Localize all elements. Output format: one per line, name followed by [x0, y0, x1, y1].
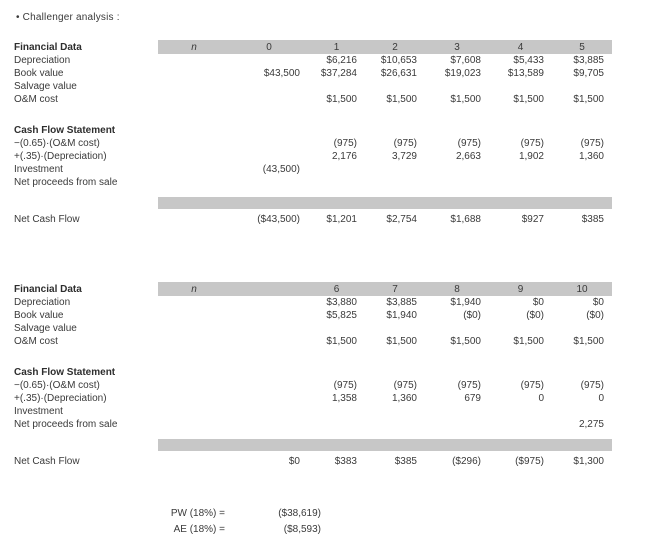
value-cell: 1,360: [391, 393, 417, 404]
row-label: Investment: [14, 406, 63, 417]
value-cell: $1,500: [450, 336, 481, 347]
value-cell: $1,500: [573, 336, 604, 347]
value-cell: ($43,500): [257, 214, 300, 225]
value-cell: $1,500: [386, 336, 417, 347]
value-cell: 1,360: [578, 151, 604, 162]
value-cell: $37,284: [320, 68, 357, 79]
column-header-period: 2: [365, 40, 425, 54]
separator-bar: [14, 197, 612, 209]
table-row: [14, 176, 612, 189]
cell-n: [158, 54, 230, 67]
row-label: Depreciation: [14, 297, 71, 308]
value-cell: [489, 176, 552, 189]
value-cell: $1,500: [513, 94, 544, 105]
value-cell: (975): [457, 380, 481, 391]
value-cell: (975): [520, 380, 544, 391]
column-header-n: n: [158, 282, 230, 296]
table-row: [14, 322, 612, 335]
value-cell: [308, 322, 365, 335]
value-cell: ($0): [526, 310, 544, 321]
value-cell: $1,201: [326, 214, 357, 225]
sheet-title: • Challenger analysis :: [16, 12, 120, 23]
table-row: [14, 379, 612, 392]
table-row: [14, 296, 612, 309]
value-cell: [230, 335, 308, 348]
cell-n: [158, 379, 230, 392]
value-cell: $385: [581, 214, 604, 225]
spacer: [14, 348, 612, 366]
value-cell: (975): [333, 380, 357, 391]
value-cell: [230, 93, 308, 106]
separator-bar: [14, 439, 612, 451]
value-cell: [230, 80, 308, 93]
value-cell: $5,433: [513, 55, 544, 66]
value-cell: (975): [393, 138, 417, 149]
value-cell: [365, 163, 425, 176]
pw-label: PW (18%) =: [170, 508, 225, 519]
column-header-period: 5: [552, 40, 612, 54]
spacer: [14, 106, 612, 124]
value-cell: [425, 80, 489, 93]
cell-n: [158, 67, 230, 80]
value-cell: 1,902: [518, 151, 544, 162]
value-cell: 0: [598, 393, 604, 404]
row-label: Net Cash Flow: [14, 456, 80, 467]
row-label: O&M cost: [14, 336, 58, 347]
section-row: [14, 124, 612, 137]
value-cell: [489, 163, 552, 176]
table-row: [14, 93, 612, 106]
value-cell: ($975): [515, 456, 544, 467]
value-cell: [552, 405, 612, 418]
table-row: [14, 163, 612, 176]
value-cell: 679: [464, 393, 481, 404]
value-cell: 1,358: [331, 393, 357, 404]
cell-n: [158, 93, 230, 106]
value-cell: $1,940: [386, 310, 417, 321]
value-cell: [365, 405, 425, 418]
value-cell: [552, 163, 612, 176]
value-cell: [489, 322, 552, 335]
value-cell: 3,729: [391, 151, 417, 162]
column-header-period: 7: [365, 282, 425, 296]
cell-n: [158, 309, 230, 322]
value-cell: [230, 392, 308, 405]
value-cell: $9,705: [573, 68, 604, 79]
cell-n: [158, 137, 230, 150]
value-cell: [230, 405, 308, 418]
value-cell: [365, 418, 425, 431]
value-cell: ($296): [452, 456, 481, 467]
section-label-financial-data: Financial Data: [14, 41, 82, 53]
row-label: O&M cost: [14, 94, 58, 105]
value-cell: $0: [532, 297, 544, 308]
row-label: Net proceeds from sale: [14, 419, 118, 430]
section-label-cash-flow-statement: Cash Flow Statement: [14, 367, 116, 378]
value-cell: [552, 80, 612, 93]
value-cell: [552, 322, 612, 335]
cell-n: [158, 176, 230, 189]
table-row: [14, 392, 612, 405]
value-cell: [425, 322, 489, 335]
value-cell: $1,688: [450, 214, 481, 225]
table-row: [14, 309, 612, 322]
value-cell: $1,500: [386, 94, 417, 105]
financial-table-periods-6-10: [14, 282, 612, 468]
value-cell: [489, 405, 552, 418]
spacer: [14, 189, 612, 197]
cell-n: [158, 296, 230, 309]
cell-n: [158, 163, 230, 176]
table-row: [14, 405, 612, 418]
value-cell: $10,653: [380, 55, 417, 66]
table-row: [14, 418, 612, 431]
cell-n: [158, 418, 230, 431]
cell-n: [158, 405, 230, 418]
row-label: Salvage value: [14, 81, 77, 92]
value-cell: $385: [394, 456, 417, 467]
ae-value: ($8,593): [283, 524, 321, 535]
column-header-period: 4: [489, 40, 552, 54]
net-cash-flow-row: [14, 213, 612, 226]
cell-n: [158, 322, 230, 335]
value-cell: $1,500: [326, 336, 357, 347]
value-cell: $6,216: [326, 55, 357, 66]
section-label-financial-data: Financial Data: [14, 283, 82, 295]
column-header-n: n: [158, 40, 230, 54]
value-cell: (43,500): [262, 164, 300, 175]
value-cell: 2,176: [331, 151, 357, 162]
column-header-period: 6: [308, 282, 365, 296]
spacer: [14, 431, 612, 439]
value-cell: [230, 418, 308, 431]
row-label: Net proceeds from sale: [14, 177, 118, 188]
value-cell: [230, 322, 308, 335]
value-cell: (975): [580, 138, 604, 149]
table-row: [14, 137, 612, 150]
value-cell: [230, 137, 308, 150]
table-row: [14, 67, 612, 80]
table-header-row: [14, 282, 612, 296]
value-cell: [365, 176, 425, 189]
row-label: Investment: [14, 164, 63, 175]
value-cell: [230, 379, 308, 392]
value-cell: $43,500: [263, 68, 300, 79]
row-label: Salvage value: [14, 323, 77, 334]
value-cell: $927: [521, 214, 544, 225]
value-cell: $5,825: [326, 310, 357, 321]
table-row: [14, 335, 612, 348]
value-cell: [425, 163, 489, 176]
value-cell: $3,885: [573, 55, 604, 66]
row-label: +(.35)·(Depreciation): [14, 393, 107, 404]
value-cell: $0: [592, 297, 604, 308]
value-cell: $3,885: [386, 297, 417, 308]
value-cell: $19,023: [444, 68, 481, 79]
table-row: [14, 150, 612, 163]
value-cell: [425, 176, 489, 189]
value-cell: [489, 80, 552, 93]
cell-n: [158, 80, 230, 93]
value-cell: [230, 54, 308, 67]
value-cell: [308, 405, 365, 418]
cell-n: [158, 455, 230, 468]
value-cell: $1,300: [573, 456, 604, 467]
section-row: [14, 366, 612, 379]
table-header-row: [14, 40, 612, 54]
row-label: +(.35)·(Depreciation): [14, 151, 107, 162]
value-cell: $1,500: [573, 94, 604, 105]
value-cell: $2,754: [386, 214, 417, 225]
column-header-period: 1: [308, 40, 365, 54]
table-gap: [14, 226, 650, 282]
value-cell: [365, 322, 425, 335]
financial-table-periods-0-5: [14, 40, 612, 226]
value-cell: $3,880: [326, 297, 357, 308]
value-cell: $1,500: [450, 94, 481, 105]
value-cell: [365, 80, 425, 93]
value-cell: [308, 418, 365, 431]
value-cell: [308, 176, 365, 189]
value-cell: [425, 405, 489, 418]
cell-n: [158, 213, 230, 226]
net-cash-flow-row: [14, 455, 612, 468]
row-label: Book value: [14, 68, 64, 79]
value-cell: $26,631: [380, 68, 417, 79]
value-cell: $7,608: [450, 55, 481, 66]
value-cell: (975): [393, 380, 417, 391]
column-header-period: 10: [552, 282, 612, 296]
value-cell: [230, 309, 308, 322]
row-label: −(0.65)·(O&M cost): [14, 138, 100, 149]
value-cell: 2,663: [455, 151, 481, 162]
column-header-period: 0: [230, 40, 308, 54]
value-cell: (975): [580, 380, 604, 391]
value-cell: 2,275: [578, 419, 604, 430]
row-label: Book value: [14, 310, 64, 321]
value-cell: [230, 176, 308, 189]
pw-value: ($38,619): [278, 508, 321, 519]
column-header-period: 8: [425, 282, 489, 296]
cell-n: [158, 392, 230, 405]
value-cell: (975): [333, 138, 357, 149]
value-cell: $383: [334, 456, 357, 467]
column-header-period: 9: [489, 282, 552, 296]
row-label: −(0.65)·(O&M cost): [14, 380, 100, 391]
value-cell: ($0): [463, 310, 481, 321]
value-cell: $1,500: [513, 336, 544, 347]
value-cell: $1,500: [326, 94, 357, 105]
value-cell: [230, 150, 308, 163]
value-cell: $13,589: [507, 68, 544, 79]
cell-n: [158, 150, 230, 163]
table-row: [14, 54, 612, 67]
row-label: Depreciation: [14, 55, 71, 66]
value-cell: (975): [520, 138, 544, 149]
value-cell: ($0): [586, 310, 604, 321]
value-cell: [308, 80, 365, 93]
value-cell: 0: [538, 393, 544, 404]
value-cell: [489, 418, 552, 431]
value-cell: $0: [288, 456, 300, 467]
value-cell: [308, 163, 365, 176]
value-cell: $1,940: [450, 297, 481, 308]
table-row: [14, 80, 612, 93]
value-cell: (975): [457, 138, 481, 149]
value-cell: [230, 296, 308, 309]
summary-block: [107, 506, 650, 538]
column-header-period: 3: [425, 40, 489, 54]
section-label-cash-flow-statement: Cash Flow Statement: [14, 125, 116, 136]
ae-label: AE (18%) =: [173, 524, 225, 535]
value-cell: [552, 176, 612, 189]
value-cell: [425, 418, 489, 431]
row-label: Net Cash Flow: [14, 214, 80, 225]
cell-n: [158, 335, 230, 348]
column-header-period: [230, 282, 308, 296]
